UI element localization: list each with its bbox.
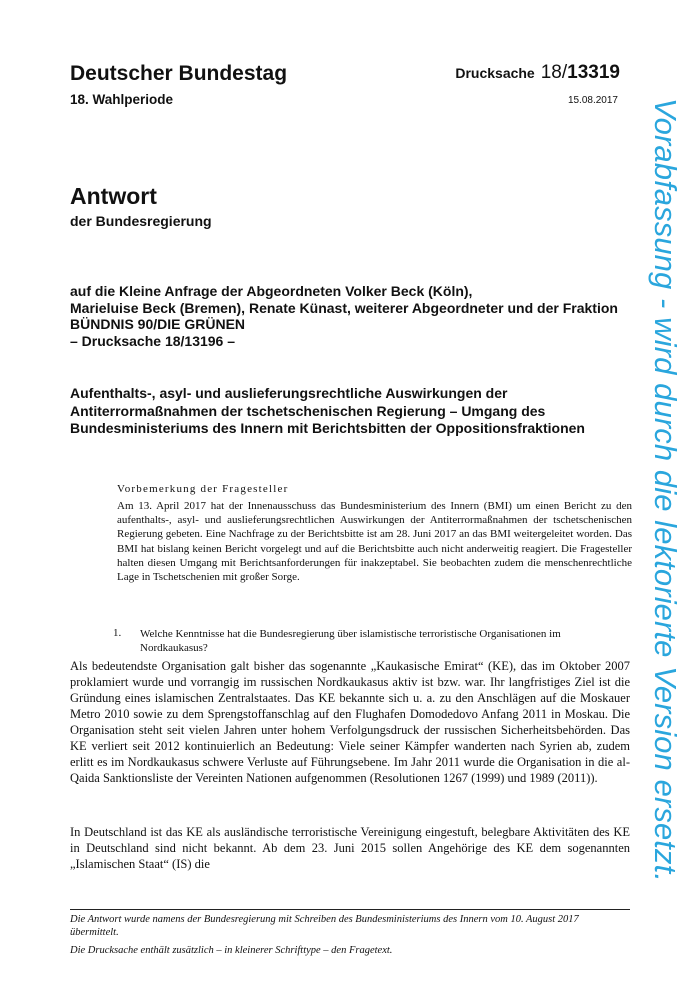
request-line: auf die Kleine Anfrage der Abgeordneten Volker Beck (Köln), <box>70 283 473 299</box>
document-label: Drucksache <box>455 65 535 81</box>
request-line: – Drucksache 18/13196 – <box>70 332 236 349</box>
answer-paragraph: Als bedeutendste Organisation galt bisher das sogenannte „Kaukasische Emirat“ (KE), das im Oktober 2007 proklamiert wurde und vorrangig im russischen Nordkaukasus aktiv ist bzw. war. Ihr langfristiges Ziel ist die Gründung eines islamischen Zentralstaates. Das KE bekannte sich u. a. zu den Anschlägen auf die Moskauer Metro 2010 sowie zu dem Sprengstoffanschlag auf den Flughafen Domodedovo Anfang 2011 in Moskau. Die Organisation steht seit vielen Jahren unter hohem Verfolgungsdruck der russischen Sicherheitsbehörden. Das KE verliert seit 2012 kontinuierlich an Bedeutung: Viele seiner Kämpfer wanderten nach Syrien ab, zudem erlitt es im Nordkaukasus schwere Verluste auf Führungsebene. Im Jahr 2011 wurde die Organisation in die al-Qaida Sanktionsliste der Vereinten Nationen aufgenommen (Resolutionen 1267 (1999) und 1989 (2011)). <box>70 659 630 785</box>
watermark-container <box>643 98 683 906</box>
preliminary-text: Am 13. April 2017 hat der Innenausschuss das Bundesministerium des Innern (BMI) um einen Bericht zu den aufenthalts-, asyl- und auslieferungsrechtlichen Auswirkungen der Antiterrormaßnahmen der tschetschenischen Regierung gebeten. Eine Nachfrage zu der Berichtsbitte ist am 28. Juni 2017 an das BMI weitergeleitet worden. Das BMI hat bislang keinen Bericht vorgelegt und auf die Berichtsbitte auch nicht anderweitig reagiert. Die Fragesteller halten diesen Umgang mit Berichtsanforderungen für inakzeptabel. Sie beobachten zudem die menschenrechtliche Lage in Tschetschenien mit großer Sorge. <box>117 500 632 584</box>
document-number <box>455 62 620 84</box>
document-subtitle: der Bundesregierung <box>70 213 212 229</box>
question-number: 1. <box>113 627 122 639</box>
footnote-question-text: Die Drucksache enthält zusätzlich – in kleinerer Schrifttype – den Fragetext. <box>70 945 393 956</box>
footnote-divider <box>70 909 630 910</box>
preliminary-heading: Vorbemerkung der Fragesteller <box>117 483 289 495</box>
subject-line: Bundesministeriums des Innern mit Berichtsbitten der Oppositionsfraktionen <box>70 420 585 436</box>
document-title: Antwort <box>70 183 157 209</box>
question-text: Welche Kenntnisse hat die Bundesregierung über islamistische terroristische Organisationen im Nordkaukasus? <box>140 628 561 654</box>
parliament-title: Deutscher Bundestag <box>70 62 288 85</box>
subject-line: Antiterrormaßnahmen der tschetschenischen Regierung – Umgang des <box>70 402 546 419</box>
document-number-prefix: 18/ <box>540 62 568 83</box>
document-number-value: 13319 <box>567 62 620 83</box>
footnote-transmission: Die Antwort wurde namens der Bundesregierung mit Schreiben des Bundesministeriums des Innern vom 10. August 2017 übermittelt. <box>70 914 579 938</box>
request-line: Marieluise Beck (Bremen), Renate Künast, weiterer Abgeordneter und der Fraktion <box>70 299 618 316</box>
draft-watermark: Vorabfassung - wird durch die lektorierte Version ersetzt. <box>648 98 683 883</box>
legislative-period: 18. Wahlperiode <box>70 92 174 107</box>
request-block <box>70 283 630 349</box>
subject-line: Aufenthalts-, asyl- und auslieferungsrechtliche Auswirkungen der <box>70 385 508 401</box>
document-date: 15.08.2017 <box>567 95 618 106</box>
answer-paragraph: In Deutschland ist das KE als ausländische terroristische Vereinigung eingestuft, belegbare Aktivitäten des KE in Deutschland sind nicht bekannt. Ab dem 23. Juni 2015 sollen Angehörige des KE dem sogenannten „Islamischen Staat“ (IS) die <box>70 825 630 871</box>
subject-block <box>70 385 630 438</box>
request-line: BÜNDNIS 90/DIE GRÜNEN <box>70 316 246 332</box>
